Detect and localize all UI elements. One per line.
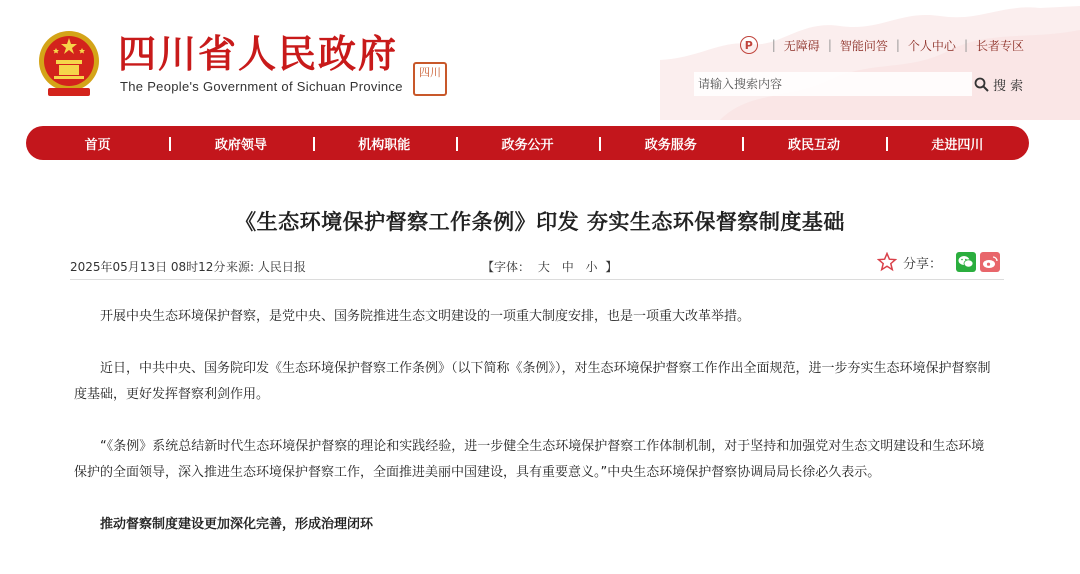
font-size-large[interactable]: 大 — [537, 260, 550, 274]
font-size-medium[interactable]: 中 — [561, 260, 574, 274]
site-title: 四川省人民政府 — [118, 31, 399, 76]
weibo-share-icon[interactable] — [980, 252, 1000, 272]
seal-logo: 四川 — [413, 62, 447, 96]
link-accessibility[interactable]: 无障碍 — [783, 38, 820, 53]
font-label: 【字体： — [482, 260, 531, 274]
article-body — [74, 304, 992, 564]
paragraph: 开展中央生态环境保护督察，是党中央、国务院推进生态文明建设的一项重大制度安排，也是一项重大改革举措。 — [100, 309, 751, 324]
paragraph: “《条例》系统总结新时代生态环境保护督察的理论和实践经验，进一步健全生态环境保护督察工作体制机制，对于坚持和加强党对生态文明建设和生态环境保护的全面领导，深入推进生态环境保护督察工作，全面推进美丽中国建设，具有重要意义。”中央生态环境保护督察协调局局长徐必久表示。 — [74, 439, 985, 480]
article-source: 来源: 人民日报 — [226, 260, 306, 274]
site-header — [0, 0, 1080, 120]
main-nav — [26, 126, 1029, 160]
share-label: 分享： — [902, 256, 942, 272]
section-subheading: 推动督察制度建设更加深化完善，形成治理闭环 — [100, 517, 374, 532]
publish-date: 2025年05月13日 08时12分 — [70, 260, 226, 274]
search-button[interactable] — [974, 74, 1023, 94]
share-bar — [877, 250, 1000, 274]
national-emblem-icon — [36, 28, 102, 98]
nav-about-sichuan[interactable]: 走进四川 — [886, 134, 1029, 153]
article-title: 《生态环境保护督察工作条例》印发 夯实生态环保督察制度基础 — [235, 210, 845, 234]
nav-gov-affairs-open[interactable]: 政务公开 — [456, 134, 599, 153]
nav-gov-leaders[interactable]: 政府领导 — [169, 134, 312, 153]
nav-agencies[interactable]: 机构职能 — [313, 134, 456, 153]
search-icon — [974, 77, 989, 92]
nav-home[interactable]: 首页 — [84, 137, 111, 153]
site-subtitle: The People's Government of Sichuan Province — [120, 79, 403, 94]
font-close: 】 — [605, 260, 618, 274]
nav-interaction[interactable]: 政民互动 — [742, 134, 885, 153]
search-bar — [694, 72, 1030, 96]
search-input[interactable] — [694, 72, 972, 96]
top-links: P | 无障碍 | 智能问答 | 个人中心 | 长者专区 — [740, 36, 1024, 54]
font-size-small[interactable]: 小 — [585, 260, 598, 274]
accessibility-pin-icon[interactable]: P — [740, 36, 758, 54]
article-meta — [70, 250, 1004, 280]
link-smart-qa[interactable]: 智能问答 — [839, 38, 888, 53]
decorative-background — [660, 0, 1080, 120]
search-button-label: 搜 索 — [993, 78, 1024, 94]
link-personal-center[interactable]: 个人中心 — [907, 38, 956, 53]
star-icon[interactable] — [877, 252, 897, 272]
link-elderly-zone[interactable]: 长者专区 — [975, 38, 1024, 53]
paragraph: 近日，中共中央、国务院印发《生态环境保护督察工作条例》（以下简称《条例》），对生态环境保护督察工作作出全面规范，进一步夯实生态环境保护督察制度基础，更好发挥督察利剑作用。 — [74, 361, 991, 402]
font-size-control — [482, 258, 617, 275]
nav-gov-services[interactable]: 政务服务 — [599, 134, 742, 153]
wechat-share-icon[interactable] — [956, 252, 976, 272]
